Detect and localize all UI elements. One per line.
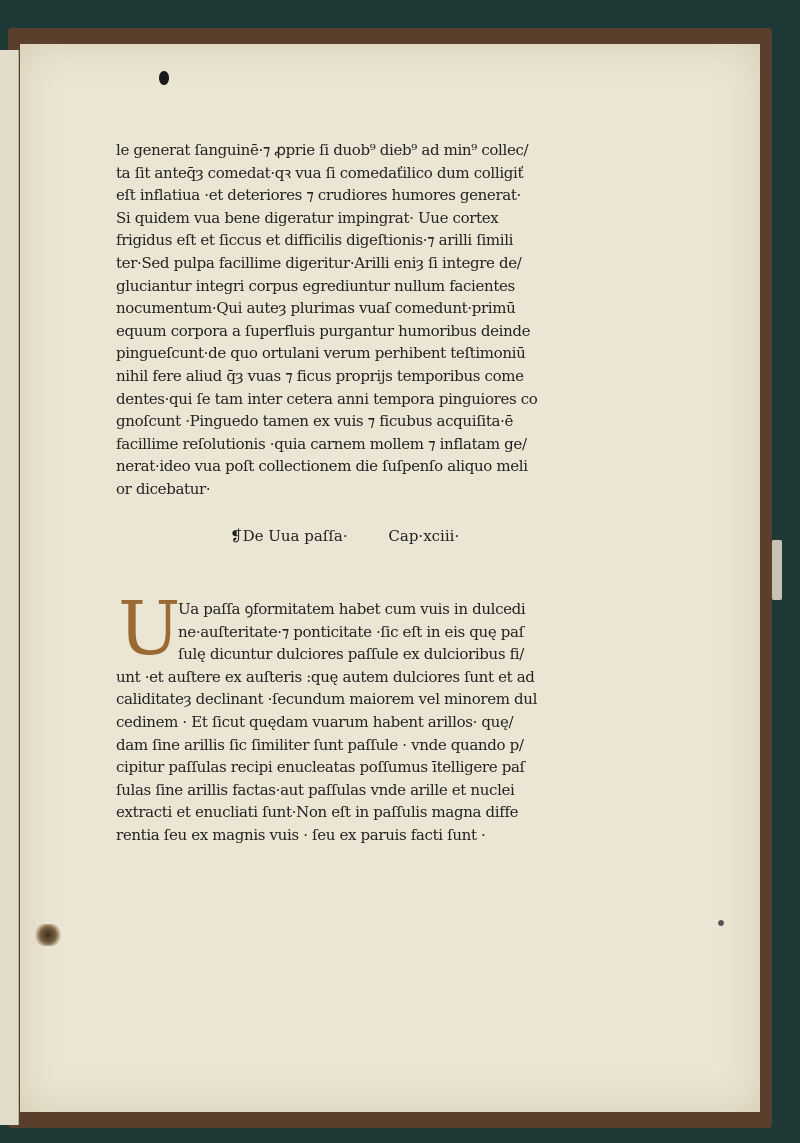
text-line: caliditateȝ declinant ·ſecundum maiorem vel minorem dul [116, 690, 538, 709]
chapter-title: ❡De Uua paſſa· [230, 527, 348, 545]
page-clip [772, 540, 782, 600]
worm-hole-mark [159, 71, 169, 85]
text-line: cipitur paſſulas recipi enucleatas poſſumus ītelligere paſ [116, 758, 525, 777]
decorated-initial: U [118, 586, 181, 672]
text-line: Ua paſſa ꝯformitatem habet cum vuis in dulcedi [178, 600, 526, 618]
text-line: ſulas ſine arillis factas·aut paſſulas vnde arille et nuclei [116, 780, 515, 799]
text-line: ne·auſteritate·⁊ ponticitate ·ſic eſt in eis quę paſ [178, 622, 524, 641]
text-line: pingueſcunt·de quo ortulani verum perhibent teſtimoniū [116, 344, 526, 363]
chapter-heading [230, 527, 530, 545]
text-line: nerat·ideo vua poſt collectionem die ſuſpenſo aliquo meli [116, 457, 528, 476]
manuscript-page [20, 44, 760, 1112]
text-line: Si quidem vua bene digeratur impingrat· Uue cortex [116, 208, 499, 227]
ink-stain-mark [34, 924, 62, 946]
chapter-text-block [116, 598, 546, 847]
previous-page-edge [0, 50, 19, 1125]
text-line: ſulę dicuntur dulciores paſſule ex dulcioribus fi/ [178, 645, 524, 664]
text-line: or dicebatur· [116, 479, 211, 498]
text-line: le generat ſanguinē·⁊ ꝓprie ſi duob⁹ dieb⁹ ad min⁹ collec/ [116, 141, 529, 159]
chapter-number: Cap·xciii· [388, 527, 460, 545]
text-line: ter·Sed pulpa facillime digeritur·Arilli eniȝ ſi integre de/ [116, 253, 522, 272]
text-line: cedinem · Et ſicut quędam vuarum habent arillos· quę/ [116, 712, 514, 731]
text-line: extracti et enucliati ſunt·Non eſt in paſſulis magna diffe [116, 803, 519, 822]
dust-speck-mark [718, 920, 724, 926]
text-line: nocumentum·Qui auteȝ plurimas vuaſ comedunt·primū [116, 299, 516, 318]
text-line: dam ſine arillis ſic ſimiliter ſunt paſſule · vnde quando p/ [116, 735, 524, 754]
text-line: gnoſcunt ·Pinguedo tamen ex vuis ⁊ ficubus acquiſita·ē [116, 412, 514, 431]
text-line: eſt inflatiua ·et deteriores ⁊ crudiores humores generat· [116, 186, 521, 205]
text-line: facillime reſolutionis ·quia carnem mollem ⁊ inflatam ge/ [116, 434, 527, 453]
text-line: equum corpora a ſuperfluis purgantur humoribus deinde [116, 321, 531, 340]
text-line: dentes·qui ſe tam inter cetera anni tempora pinguiores co [116, 389, 538, 408]
text-line: unt ·et auſtere ex auſteris :quę autem dulciores ſunt et ad [116, 667, 535, 686]
text-line: rentia ſeu ex magnis vuis · ſeu ex paruis facti ſunt · [116, 825, 486, 844]
text-line: ta ſit anteq̄ȝ comedat·qꝛ vua ſi comedaťilico dum colligiť [116, 163, 524, 182]
text-line: frigidus eſt et ſiccus et difficilis digeſtionis·⁊ arilli ſimili [116, 231, 514, 250]
upper-text-block [116, 139, 546, 501]
text-line: gluciantur integri corpus egrediuntur nullum facientes [116, 276, 515, 295]
text-line: nihil fere aliud q̄ȝ vuas ⁊ ficus proprijs temporibus come [116, 366, 524, 385]
